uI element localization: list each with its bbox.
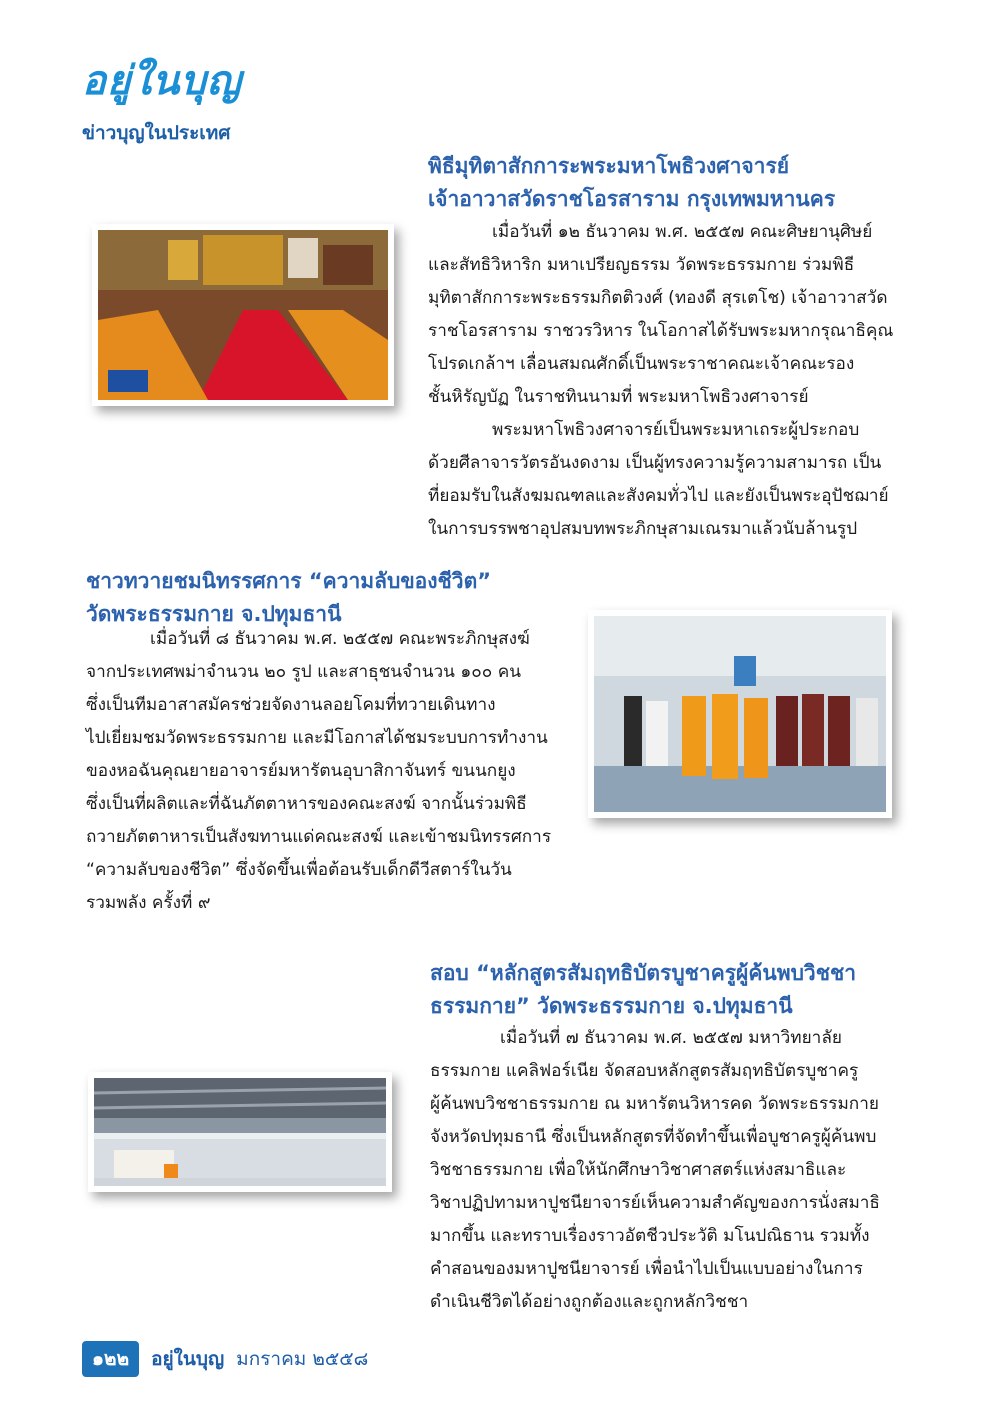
article1-body: เมื่อวันที่ ๑๒ ธันวาคม พ.ศ. ๒๕๕๗ คณะศิษยานุศิษย์ และสัทธิวิหาริก มหาเปรียญธรรม วัดพระธรรมกาย ร่วมพิธี มุทิตาสักการะพระธรรมกิตติวงศ์ (ทองดี สุรเตโช) เจ้าอาวาสวัด ราชโอรสาราม ราชวรวิหาร ในโอกาสได้รับพระมหากรุณาธิคุณ โปรดเกล้าฯ เลื่อนสมณศักดิ์เป็นพระราชาคณะเจ้าคณะรอง ชั้นหิรัญบัฏ ในราชทินนามที่ พระมหาโพธิวงศาจารย์ พระมหาโพธิวงศาจารย์เป็นพระมหาเถระผู้ประกอบ ด้วยศีลาจารวัตรอันงดงาม เป็นผู้ทรงความรู้ความสามารถ เป็น ที่ยอมรับในสังฆมณฑลและสังคมทั่วไป และยังเป็นพระอุปัชฌาย์ ในการบรรพชาอุปสมบทพระภิกษุสามเณรมาแล้วนับล้านรูป [428,222,894,539]
exam-hall-image [94,1078,386,1186]
footer-issue: มกราคม ๒๕๕๘ [236,1348,369,1370]
magazine-logo: อยู่ในบุญ [82,57,242,104]
article1-title: พิธีมุทิตาสักการะพระมหาโพธิวงศาจารย์ เจ้าอาวาสวัดราชโอรสาราม กรุงเทพมหานคร [428,154,836,211]
ceremony-hall-image [98,230,388,400]
article2-body: เมื่อวันที่ ๘ ธันวาคม พ.ศ. ๒๕๕๗ คณะพระภิกษุสงฆ์ จากประเทศพม่าจำนวน ๒๐ รูป และสาธุชนจำนวน ๑๐๐ คน ซึ่งเป็นทีมอาสาสมัครช่วยจัดงานลอยโคมที่ทวายเดินทาง ไปเยี่ยมชมวัดพระธรรมกาย และมีโอกาสได้ชมระบบการทำงาน ของหอฉันคุณยายอาจารย์มหารัตนอุบาสิกาจันทร์ ขนนกยูง ซึ่งเป็นที่ผลิตและที่ฉันภัตตาหารของคณะสงฆ์ จากนั้นร่วมพิธี ถวายภัตตาหารเป็นสังฆทานแด่คณะสงฆ์ และเข้าชมนิทรรศการ “ความลับของชีวิต” ซึ่งจัดขึ้นเพื่อต้อนรับเด็กดีวีสตาร์ในวัน รวมพลัง ครั้งที่ ๙ [86,629,552,913]
article3-body: เมื่อวันที่ ๗ ธันวาคม พ.ศ. ๒๕๕๗ มหาวิทยาลัย ธรรมกาย แคลิฟอร์เนีย จัดสอบหลักสูตรสัมฤทธิบัตรบูชาครู ผู้ค้นพบวิชชาธรรมกาย ณ มหารัตนวิหารคด วัดพระธรรมกาย จังหวัดปทุมธานี ซึ่งเป็นหลักสูตรที่จัดทำขึ้นเพื่อบูชาครูผู้ค้นพบ วิชชาธรรมกาย เพื่อให้นักศึกษาวิชาศาสตร์แห่งสมาธิและ วิชาปฏิปทามหาปูชนียาจารย์เห็นความสำคัญของการนั่งสมาธิ มากขึ้น และทราบเรื่องราวอัตชีวประวัติ มโนปณิธาน รวมทั้ง คำสอนของมหาปูชนียาจารย์ เพื่อนำไปเป็นแบบอย่างในการ ดำเนินชีวิตได้อย่างถูกต้องและถูกหลักวิชชา [430,1028,880,1312]
monks-visit-image [594,616,886,812]
article3-photo [88,1072,392,1192]
page-footer [82,1342,368,1376]
footer-magazine-name: อยู่ในบุญ [151,1348,225,1370]
article2-photo [588,610,892,818]
section-label: ข่าวบุญในประเทศ [82,122,231,144]
article1-photo [92,224,394,406]
article2-title: ชาวทวายชมนิทรรศการ “ความลับของชีวิต” วัดพระธรรมกาย จ.ปทุมธานี [86,569,492,626]
page-number: ๑๒๒ [82,1341,139,1377]
article3-title: สอบ “หลักสูตรสัมฤทธิบัตรบูชาครูผู้ค้นพบวิชชา ธรรมกาย” วัดพระธรรมกาย จ.ปทุมธานี [430,961,856,1018]
